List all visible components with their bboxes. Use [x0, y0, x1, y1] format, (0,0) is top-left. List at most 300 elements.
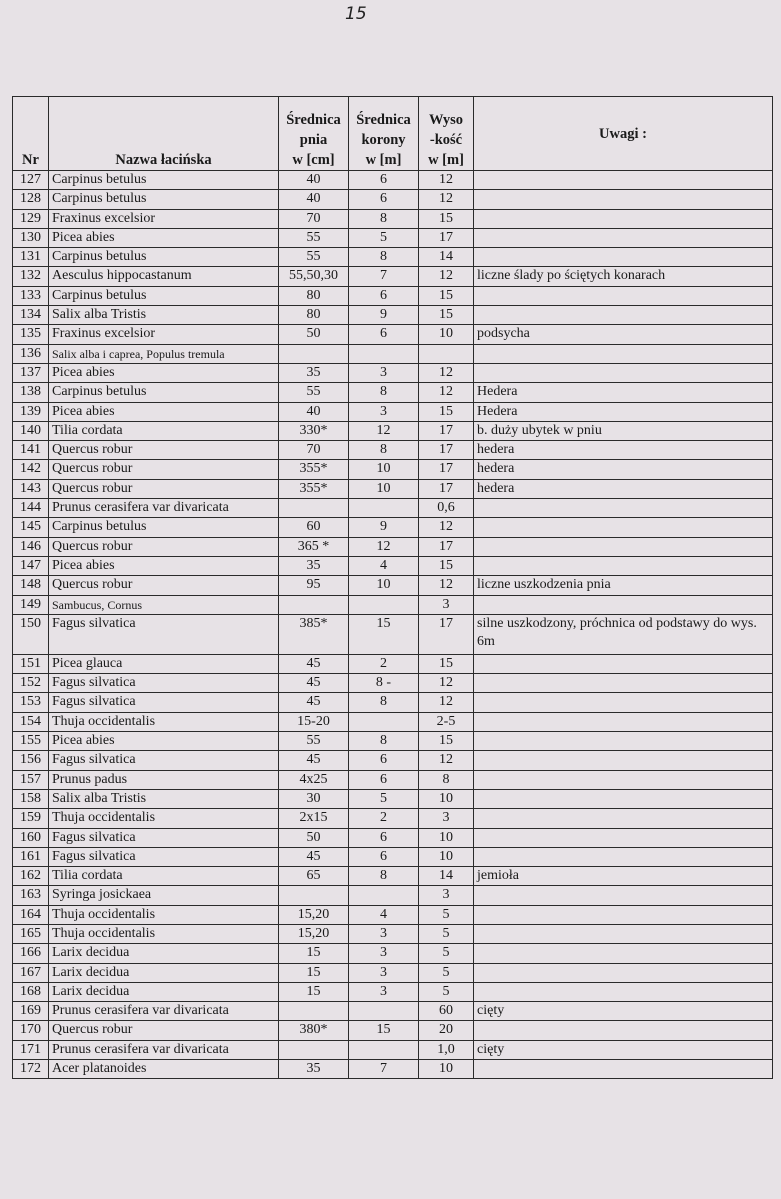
cell-latin-name: Quercus robur	[49, 576, 279, 595]
cell-height: 15	[419, 402, 474, 421]
cell-latin-name: Fagus silvatica	[49, 751, 279, 770]
cell-nr: 127	[13, 171, 49, 190]
cell-height: 1,0	[419, 1040, 474, 1059]
table-row	[13, 886, 773, 905]
cell-height: 12	[419, 576, 474, 595]
cell-trunk-diameter	[279, 886, 349, 905]
cell-latin-name: Salix alba Tristis	[49, 789, 279, 808]
cell-height: 5	[419, 963, 474, 982]
cell-latin-name: Acer platanoides	[49, 1060, 279, 1079]
cell-height: 10	[419, 828, 474, 847]
table-row	[13, 190, 773, 209]
cell-notes: b. duży ubytek w pniu	[474, 421, 773, 440]
cell-notes	[474, 654, 773, 673]
cell-crown-diameter: 5	[349, 228, 419, 247]
cell-crown-diameter: 6	[349, 847, 419, 866]
cell-height: 17	[419, 421, 474, 440]
cell-nr: 134	[13, 306, 49, 325]
cell-latin-name: Picea abies	[49, 556, 279, 575]
cell-latin-name: Carpinus betulus	[49, 190, 279, 209]
cell-crown-diameter: 9	[349, 518, 419, 537]
cell-latin-name: Fagus silvatica	[49, 614, 279, 654]
cell-latin-name: Carpinus betulus	[49, 171, 279, 190]
cell-trunk-diameter: 40	[279, 402, 349, 421]
table-row	[13, 421, 773, 440]
page-number: 15	[345, 4, 367, 24]
cell-nr: 172	[13, 1060, 49, 1079]
cell-crown-diameter: 3	[349, 402, 419, 421]
cell-nr: 163	[13, 886, 49, 905]
cell-notes	[474, 789, 773, 808]
cell-latin-name: Tilia cordata	[49, 867, 279, 886]
cell-crown-diameter: 6	[349, 828, 419, 847]
cell-latin-name: Aesculus hippocastanum	[49, 267, 279, 286]
table-row	[13, 654, 773, 673]
cell-notes	[474, 537, 773, 556]
cell-nr: 153	[13, 693, 49, 712]
cell-nr: 159	[13, 809, 49, 828]
cell-latin-name: Prunus cerasifera var divaricata	[49, 1040, 279, 1059]
cell-trunk-diameter	[279, 499, 349, 518]
cell-height: 3	[419, 809, 474, 828]
cell-height: 8	[419, 770, 474, 789]
table-row	[13, 944, 773, 963]
cell-crown-diameter: 3	[349, 982, 419, 1001]
cell-latin-name: Syringa josickaea	[49, 886, 279, 905]
header-nr: Nr	[13, 97, 49, 171]
cell-height: 5	[419, 982, 474, 1001]
table-row	[13, 1002, 773, 1021]
cell-latin-name: Prunus cerasifera var divaricata	[49, 1002, 279, 1021]
cell-height: 10	[419, 789, 474, 808]
cell-crown-diameter: 6	[349, 751, 419, 770]
cell-nr: 141	[13, 441, 49, 460]
cell-trunk-diameter: 65	[279, 867, 349, 886]
cell-latin-name: Picea glauca	[49, 654, 279, 673]
table-row	[13, 344, 773, 363]
cell-trunk-diameter	[279, 344, 349, 363]
table-row	[13, 441, 773, 460]
cell-notes	[474, 944, 773, 963]
cell-latin-name: Prunus padus	[49, 770, 279, 789]
table-row	[13, 614, 773, 654]
cell-notes	[474, 248, 773, 267]
table-row	[13, 460, 773, 479]
cell-notes	[474, 674, 773, 693]
cell-trunk-diameter: 385*	[279, 614, 349, 654]
cell-nr: 154	[13, 712, 49, 731]
cell-latin-name: Fagus silvatica	[49, 674, 279, 693]
cell-nr: 156	[13, 751, 49, 770]
cell-nr: 140	[13, 421, 49, 440]
cell-crown-diameter: 7	[349, 267, 419, 286]
cell-crown-diameter: 8	[349, 383, 419, 402]
cell-nr: 149	[13, 595, 49, 614]
cell-crown-diameter	[349, 344, 419, 363]
cell-latin-name: Quercus robur	[49, 441, 279, 460]
table-row	[13, 809, 773, 828]
cell-notes	[474, 693, 773, 712]
header-latin-name: Nazwa łacińska	[49, 97, 279, 171]
cell-trunk-diameter: 60	[279, 518, 349, 537]
cell-crown-diameter	[349, 499, 419, 518]
cell-height: 0,6	[419, 499, 474, 518]
cell-trunk-diameter: 95	[279, 576, 349, 595]
cell-notes	[474, 306, 773, 325]
cell-trunk-diameter: 380*	[279, 1021, 349, 1040]
cell-crown-diameter: 7	[349, 1060, 419, 1079]
cell-height: 12	[419, 190, 474, 209]
cell-trunk-diameter: 55	[279, 248, 349, 267]
cell-nr: 155	[13, 732, 49, 751]
cell-notes	[474, 228, 773, 247]
cell-notes	[474, 982, 773, 1001]
cell-nr: 145	[13, 518, 49, 537]
cell-latin-name: Fraxinus excelsior	[49, 325, 279, 344]
cell-crown-diameter: 4	[349, 905, 419, 924]
cell-nr: 150	[13, 614, 49, 654]
cell-nr: 164	[13, 905, 49, 924]
cell-latin-name: Salix alba i caprea, Populus tremula	[49, 344, 279, 363]
cell-crown-diameter: 3	[349, 924, 419, 943]
header-height-line-2: -kość	[429, 132, 463, 148]
cell-notes	[474, 595, 773, 614]
cell-notes: cięty	[474, 1040, 773, 1059]
cell-height: 17	[419, 614, 474, 654]
cell-crown-diameter: 12	[349, 537, 419, 556]
cell-height: 12	[419, 751, 474, 770]
cell-height: 12	[419, 674, 474, 693]
header-crown-line-3: w [m]	[365, 152, 402, 168]
cell-notes	[474, 886, 773, 905]
cell-height: 3	[419, 595, 474, 614]
cell-height: 60	[419, 1002, 474, 1021]
cell-nr: 171	[13, 1040, 49, 1059]
cell-nr: 132	[13, 267, 49, 286]
cell-trunk-diameter: 70	[279, 441, 349, 460]
cell-notes	[474, 751, 773, 770]
cell-nr: 129	[13, 209, 49, 228]
cell-trunk-diameter: 55	[279, 732, 349, 751]
cell-crown-diameter	[349, 595, 419, 614]
cell-height: 15	[419, 556, 474, 575]
cell-trunk-diameter: 15	[279, 944, 349, 963]
cell-crown-diameter: 3	[349, 363, 419, 382]
cell-height: 10	[419, 847, 474, 866]
cell-latin-name: Fagus silvatica	[49, 847, 279, 866]
cell-trunk-diameter: 35	[279, 556, 349, 575]
cell-height: 15	[419, 209, 474, 228]
cell-trunk-diameter: 15,20	[279, 924, 349, 943]
cell-trunk-diameter: 15	[279, 963, 349, 982]
cell-height: 14	[419, 248, 474, 267]
cell-nr: 162	[13, 867, 49, 886]
cell-height: 15	[419, 306, 474, 325]
cell-height: 17	[419, 228, 474, 247]
cell-height: 12	[419, 693, 474, 712]
table-row	[13, 267, 773, 286]
cell-latin-name: Quercus robur	[49, 537, 279, 556]
table-row	[13, 867, 773, 886]
cell-latin-name: Carpinus betulus	[49, 518, 279, 537]
cell-crown-diameter: 8	[349, 732, 419, 751]
cell-nr: 135	[13, 325, 49, 344]
cell-notes	[474, 1021, 773, 1040]
cell-notes	[474, 344, 773, 363]
cell-nr: 168	[13, 982, 49, 1001]
cell-height: 12	[419, 267, 474, 286]
table-row	[13, 828, 773, 847]
cell-crown-diameter	[349, 712, 419, 731]
cell-latin-name: Carpinus betulus	[49, 383, 279, 402]
cell-trunk-diameter: 80	[279, 286, 349, 305]
cell-nr: 158	[13, 789, 49, 808]
cell-height: 14	[419, 867, 474, 886]
table-row	[13, 789, 773, 808]
cell-notes: hedera	[474, 441, 773, 460]
table-row	[13, 905, 773, 924]
cell-notes: Hedera	[474, 383, 773, 402]
table-row	[13, 847, 773, 866]
cell-notes: silne uszkodzony, próchnica od podstawy do wys. 6m	[474, 614, 773, 654]
header-crown-diameter	[349, 97, 419, 171]
table-header-row	[13, 97, 773, 171]
cell-crown-diameter: 6	[349, 190, 419, 209]
cell-latin-name: Thuja occidentalis	[49, 809, 279, 828]
table-row	[13, 402, 773, 421]
header-height-line-1: Wyso	[428, 112, 464, 128]
cell-notes: liczne ślady po ściętych konarach	[474, 267, 773, 286]
cell-crown-diameter: 10	[349, 479, 419, 498]
cell-latin-name: Larix decidua	[49, 982, 279, 1001]
cell-latin-name: Tilia cordata	[49, 421, 279, 440]
cell-notes	[474, 712, 773, 731]
table-row	[13, 1040, 773, 1059]
cell-height: 2-5	[419, 712, 474, 731]
cell-trunk-diameter: 80	[279, 306, 349, 325]
cell-crown-diameter: 5	[349, 789, 419, 808]
table-row	[13, 674, 773, 693]
cell-notes: Hedera	[474, 402, 773, 421]
cell-trunk-diameter: 45	[279, 751, 349, 770]
cell-nr: 161	[13, 847, 49, 866]
cell-notes: hedera	[474, 460, 773, 479]
cell-height: 5	[419, 924, 474, 943]
cell-trunk-diameter	[279, 1002, 349, 1021]
cell-notes	[474, 963, 773, 982]
cell-crown-diameter: 4	[349, 556, 419, 575]
table-row	[13, 556, 773, 575]
cell-height: 5	[419, 944, 474, 963]
cell-crown-diameter: 8	[349, 209, 419, 228]
table-row	[13, 325, 773, 344]
cell-height: 10	[419, 325, 474, 344]
cell-notes	[474, 556, 773, 575]
cell-crown-diameter: 3	[349, 963, 419, 982]
cell-trunk-diameter: 40	[279, 171, 349, 190]
cell-notes	[474, 190, 773, 209]
table-row	[13, 963, 773, 982]
cell-height: 12	[419, 171, 474, 190]
table-row	[13, 712, 773, 731]
cell-notes	[474, 286, 773, 305]
table-row	[13, 306, 773, 325]
cell-latin-name: Larix decidua	[49, 963, 279, 982]
table-row	[13, 982, 773, 1001]
cell-nr: 151	[13, 654, 49, 673]
cell-nr: 152	[13, 674, 49, 693]
cell-latin-name: Carpinus betulus	[49, 286, 279, 305]
cell-crown-diameter: 8	[349, 867, 419, 886]
cell-trunk-diameter: 50	[279, 325, 349, 344]
cell-crown-diameter	[349, 1002, 419, 1021]
cell-crown-diameter: 6	[349, 770, 419, 789]
cell-notes	[474, 770, 773, 789]
cell-height: 17	[419, 537, 474, 556]
cell-crown-diameter: 10	[349, 460, 419, 479]
cell-notes: podsycha	[474, 325, 773, 344]
cell-nr: 146	[13, 537, 49, 556]
table-row	[13, 537, 773, 556]
header-notes: Uwagi :	[474, 97, 773, 171]
cell-latin-name: Picea abies	[49, 363, 279, 382]
cell-nr: 133	[13, 286, 49, 305]
cell-trunk-diameter: 45	[279, 674, 349, 693]
cell-height: 12	[419, 363, 474, 382]
cell-height: 12	[419, 383, 474, 402]
table-row	[13, 1060, 773, 1079]
cell-trunk-diameter: 45	[279, 654, 349, 673]
cell-crown-diameter: 8	[349, 693, 419, 712]
cell-notes	[474, 499, 773, 518]
table-row	[13, 518, 773, 537]
cell-crown-diameter: 6	[349, 286, 419, 305]
cell-latin-name: Quercus robur	[49, 1021, 279, 1040]
table-row	[13, 383, 773, 402]
cell-trunk-diameter	[279, 595, 349, 614]
cell-latin-name: Picea abies	[49, 402, 279, 421]
cell-notes	[474, 171, 773, 190]
cell-crown-diameter: 15	[349, 614, 419, 654]
table-row	[13, 171, 773, 190]
cell-nr: 148	[13, 576, 49, 595]
cell-nr: 169	[13, 1002, 49, 1021]
table-row	[13, 732, 773, 751]
cell-latin-name: Prunus cerasifera var divaricata	[49, 499, 279, 518]
cell-trunk-diameter: 15	[279, 982, 349, 1001]
table-row	[13, 209, 773, 228]
cell-crown-diameter: 8	[349, 441, 419, 460]
cell-trunk-diameter: 55	[279, 228, 349, 247]
cell-nr: 136	[13, 344, 49, 363]
table-row	[13, 924, 773, 943]
cell-height	[419, 344, 474, 363]
cell-nr: 147	[13, 556, 49, 575]
tree-inventory-table	[12, 96, 773, 1079]
cell-trunk-diameter: 355*	[279, 479, 349, 498]
cell-height: 12	[419, 518, 474, 537]
cell-height: 17	[419, 460, 474, 479]
header-trunk-line-3: w [cm]	[292, 152, 335, 168]
cell-trunk-diameter: 2x15	[279, 809, 349, 828]
cell-trunk-diameter	[279, 1040, 349, 1059]
cell-crown-diameter: 10	[349, 576, 419, 595]
cell-crown-diameter: 2	[349, 654, 419, 673]
header-height	[419, 97, 474, 171]
table-row	[13, 286, 773, 305]
cell-nr: 130	[13, 228, 49, 247]
cell-crown-diameter: 6	[349, 325, 419, 344]
cell-trunk-diameter: 15,20	[279, 905, 349, 924]
cell-latin-name: Fagus silvatica	[49, 828, 279, 847]
header-trunk-diameter	[279, 97, 349, 171]
cell-notes: liczne uszkodzenia pnia	[474, 576, 773, 595]
cell-trunk-diameter: 35	[279, 363, 349, 382]
cell-latin-name: Larix decidua	[49, 944, 279, 963]
table-row	[13, 693, 773, 712]
table-row	[13, 363, 773, 382]
cell-nr: 142	[13, 460, 49, 479]
cell-latin-name: Thuja occidentalis	[49, 905, 279, 924]
table-row	[13, 248, 773, 267]
cell-trunk-diameter: 35	[279, 1060, 349, 1079]
cell-trunk-diameter: 330*	[279, 421, 349, 440]
cell-nr: 137	[13, 363, 49, 382]
cell-latin-name: Thuja occidentalis	[49, 712, 279, 731]
table-row	[13, 576, 773, 595]
table-row	[13, 595, 773, 614]
cell-latin-name: Salix alba Tristis	[49, 306, 279, 325]
header-crown-line-2: korony	[361, 132, 406, 148]
cell-height: 17	[419, 441, 474, 460]
cell-crown-diameter	[349, 886, 419, 905]
cell-latin-name: Picea abies	[49, 228, 279, 247]
cell-nr: 139	[13, 402, 49, 421]
cell-notes: jemioła	[474, 867, 773, 886]
cell-notes	[474, 732, 773, 751]
cell-latin-name: Sambucus, Cornus	[49, 595, 279, 614]
cell-height: 10	[419, 1060, 474, 1079]
cell-crown-diameter: 2	[349, 809, 419, 828]
cell-trunk-diameter: 45	[279, 693, 349, 712]
header-trunk-line-1: Średnica	[286, 112, 341, 128]
cell-trunk-diameter: 365 *	[279, 537, 349, 556]
cell-trunk-diameter: 15-20	[279, 712, 349, 731]
cell-height: 15	[419, 654, 474, 673]
cell-latin-name: Thuja occidentalis	[49, 924, 279, 943]
cell-height: 5	[419, 905, 474, 924]
cell-latin-name: Quercus robur	[49, 460, 279, 479]
header-crown-line-1: Średnica	[356, 112, 411, 128]
header-height-line-3: w [m]	[428, 152, 464, 168]
header-trunk-line-2: pnia	[299, 132, 328, 148]
cell-nr: 170	[13, 1021, 49, 1040]
cell-nr: 143	[13, 479, 49, 498]
cell-notes	[474, 809, 773, 828]
cell-notes: cięty	[474, 1002, 773, 1021]
cell-notes	[474, 363, 773, 382]
cell-notes: hedera	[474, 479, 773, 498]
cell-height: 15	[419, 732, 474, 751]
cell-notes	[474, 518, 773, 537]
cell-crown-diameter: 6	[349, 171, 419, 190]
cell-trunk-diameter: 45	[279, 847, 349, 866]
cell-nr: 166	[13, 944, 49, 963]
cell-crown-diameter: 8	[349, 248, 419, 267]
cell-trunk-diameter: 355*	[279, 460, 349, 479]
cell-nr: 165	[13, 924, 49, 943]
cell-crown-diameter: 9	[349, 306, 419, 325]
